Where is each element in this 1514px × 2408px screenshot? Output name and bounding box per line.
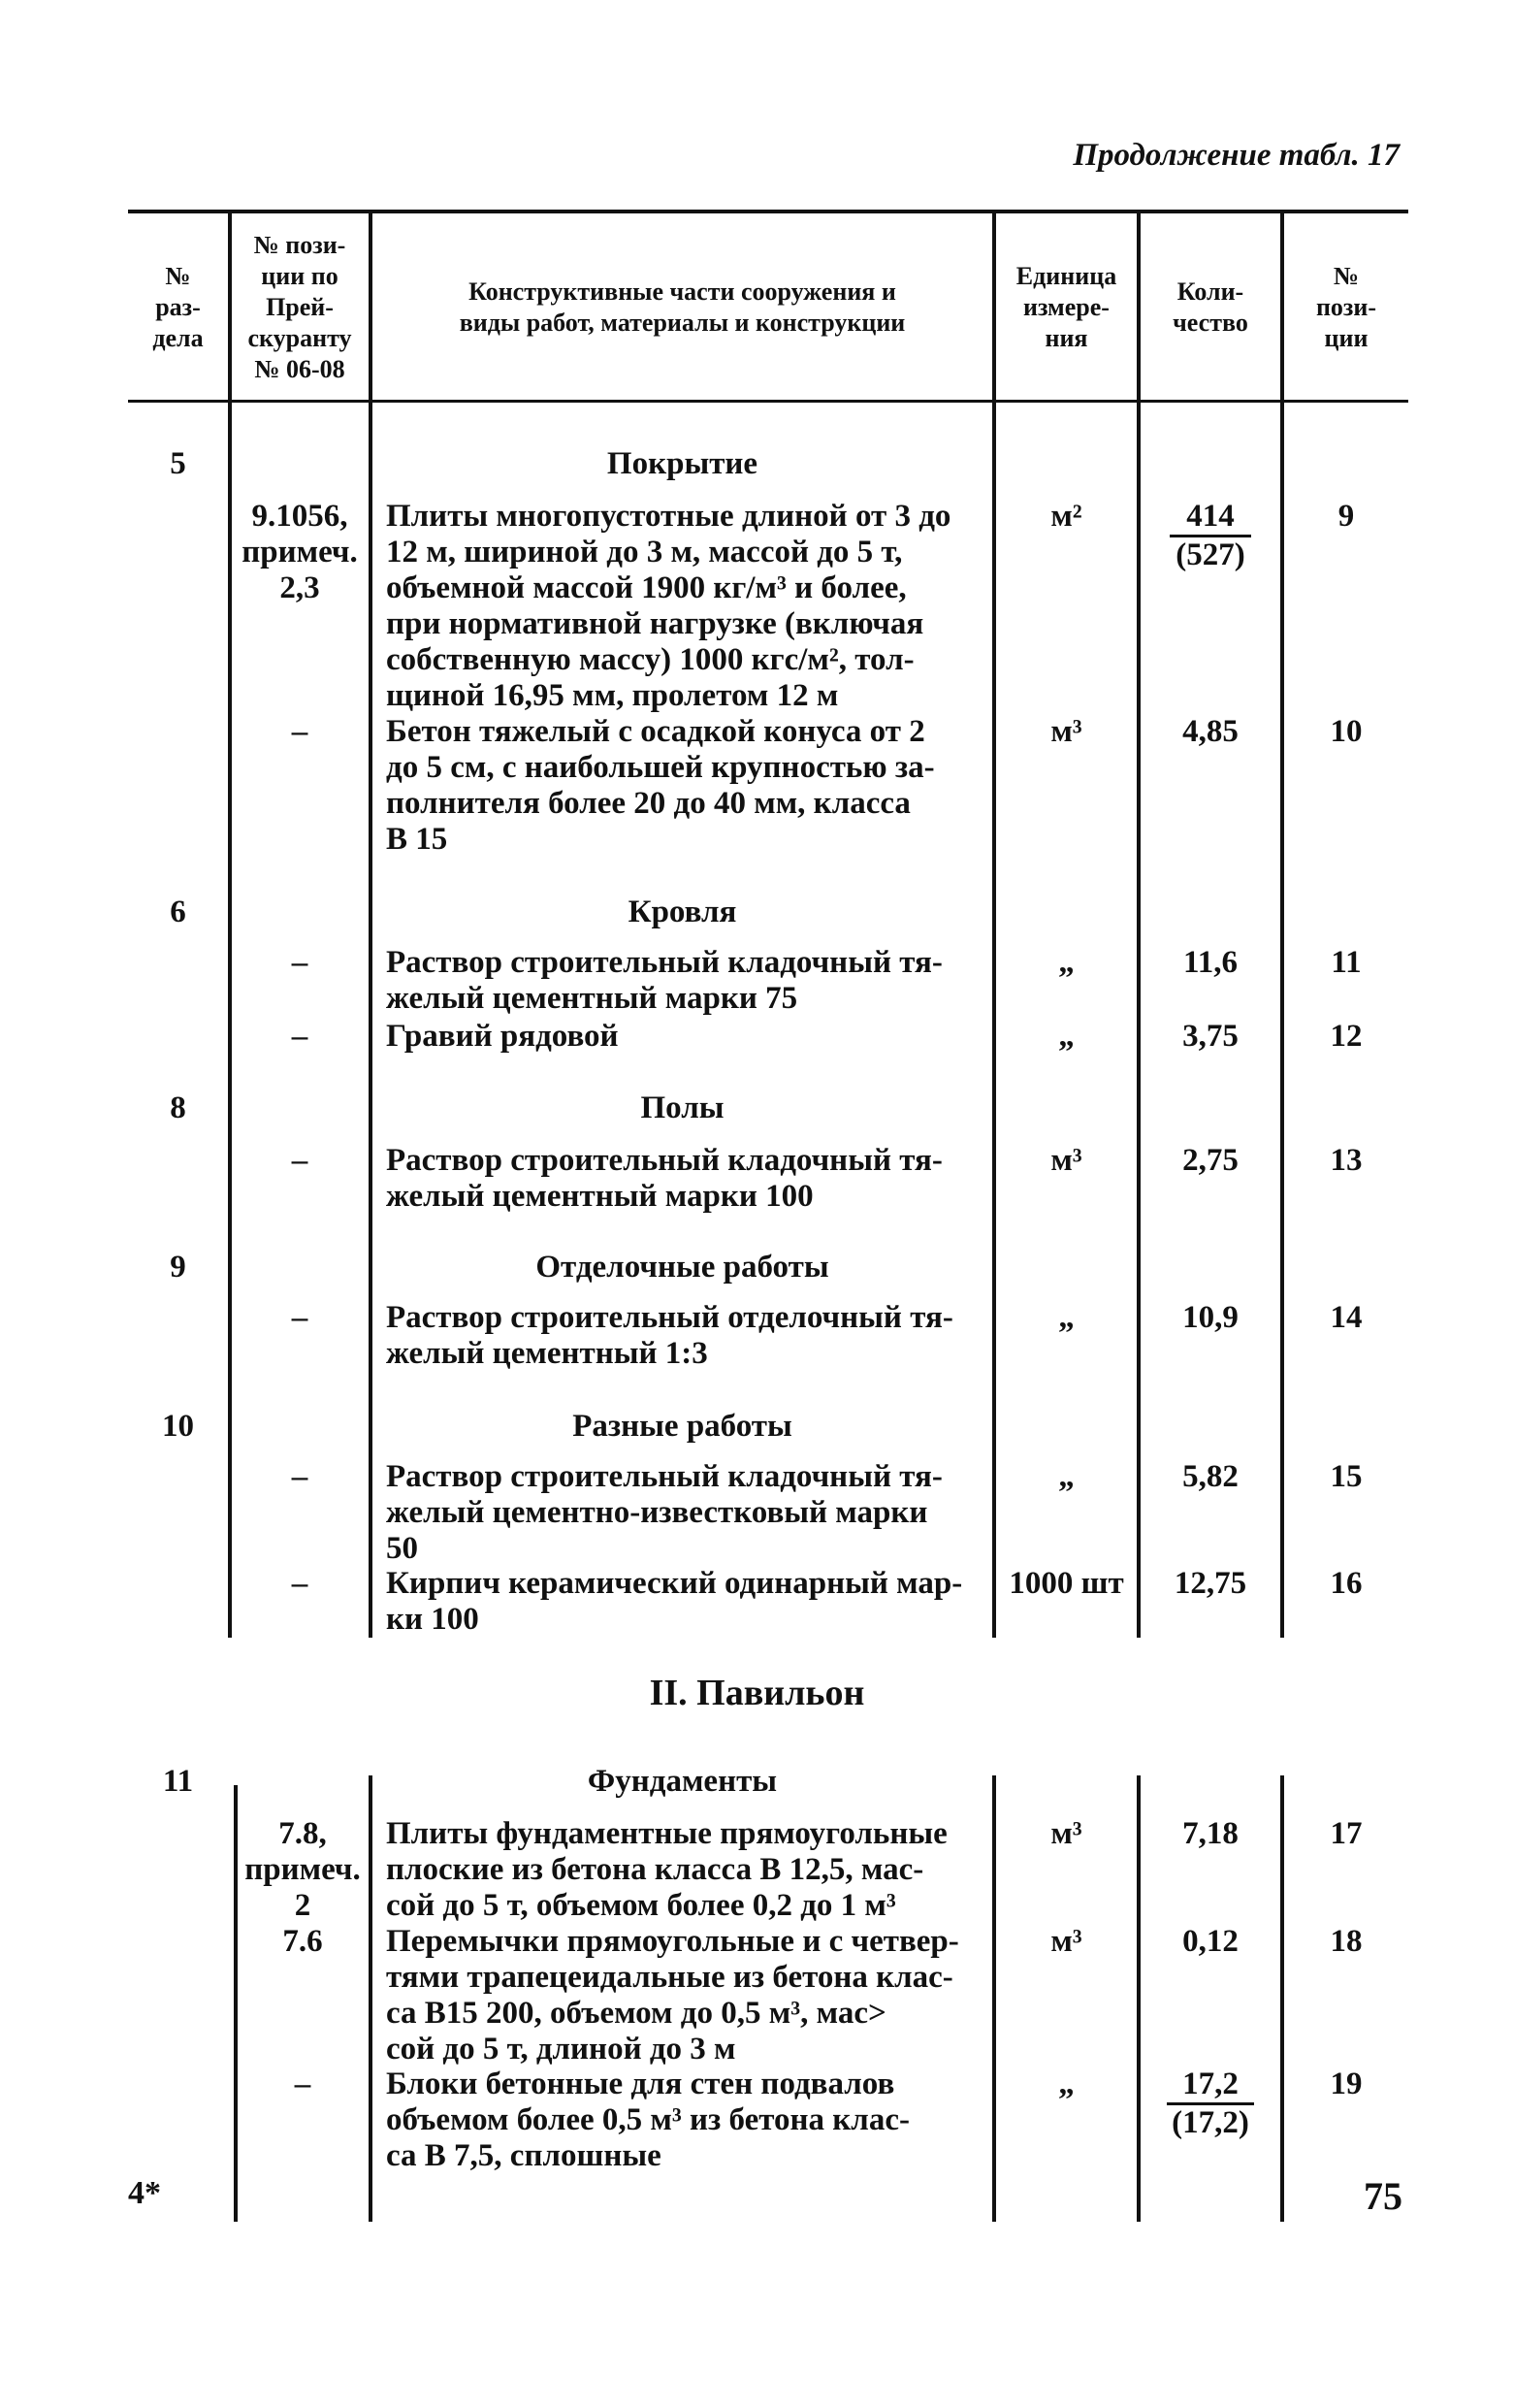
quantity-cell: 4,85	[1182, 714, 1239, 749]
quantity-cell: 0,12	[1182, 1924, 1239, 1959]
header-bottom-rule	[128, 400, 1408, 403]
section-title: Фундаменты	[587, 1764, 778, 1799]
quantity-cell: 11,6	[1183, 945, 1238, 980]
section-title: Отделочные работы	[535, 1250, 829, 1285]
section-title: Разные работы	[572, 1409, 792, 1444]
row-description: Кирпич керамический одинарный мар- ки 100	[386, 1566, 963, 1637]
position-number: 9	[1337, 499, 1355, 534]
section-number: 9	[170, 1250, 186, 1285]
col-divider-2b	[369, 1775, 372, 2222]
row-description: Раствор строительный кладочный тя- желый цементно-известковый марки 50	[386, 1459, 943, 1566]
part-title: II. Павильон	[649, 1673, 865, 1713]
header-position-no: № пози- ции	[1315, 262, 1377, 352]
position-number: 13	[1330, 1143, 1363, 1178]
price-position: 9.1056, примеч. 2,3	[242, 499, 358, 605]
price-position: –	[291, 714, 308, 749]
header-quantity: Коли- чество	[1173, 277, 1248, 337]
unit-cell: м³	[1050, 1816, 1082, 1851]
header-section-no: № раз- дела	[152, 262, 204, 352]
row-description: Блоки бетонные для стен подвалов объемом более 0,5 м³ из бетона клас- са В 7,5, сплошные	[386, 2066, 910, 2173]
section-number: 11	[162, 1764, 194, 1799]
section-title: Покрытие	[606, 446, 758, 481]
section-number: 10	[162, 1409, 194, 1444]
price-position: 7.6	[282, 1924, 323, 1959]
price-position: –	[291, 1566, 308, 1601]
row-description: Раствор строительный кладочный тя- желый цементный марки 75	[386, 945, 943, 1016]
quantity-cell: 12,75	[1174, 1566, 1247, 1601]
page-number: 75	[1364, 2174, 1402, 2218]
row-description: Плиты фундаментные прямоугольные плоские из бетона класса В 12,5, мас- сой до 5 т, объемом более 0,2 до 1 м³	[386, 1816, 948, 1923]
position-number: 19	[1330, 2066, 1363, 2101]
price-position: –	[294, 2066, 311, 2101]
quantity-cell: 2,75	[1182, 1143, 1239, 1178]
header-description: Конструктивные части сооружения и виды работ, материалы и конструкции	[459, 277, 906, 337]
row-description: Гравий рядовой	[386, 1019, 619, 1054]
header-unit: Единица измере- ния	[1015, 262, 1117, 352]
unit-cell: „	[1058, 1459, 1075, 1494]
unit-cell: „	[1058, 2066, 1075, 2101]
position-number: 14	[1330, 1300, 1363, 1335]
section-number: 6	[170, 895, 186, 929]
unit-cell: м³	[1050, 714, 1082, 749]
running-head: Продолжение табл. 17	[1073, 138, 1400, 173]
price-position: –	[291, 945, 308, 980]
section-title: Полы	[640, 1090, 725, 1125]
unit-cell: м³	[1050, 1924, 1082, 1959]
position-number: 12	[1330, 1019, 1363, 1054]
row-description: Бетон тяжелый с осадкой конуса от 2 до 5 см, с наибольшей крупностью за- полнителя более 20 до 40 мм, класса В 15	[386, 714, 935, 857]
position-number: 16	[1330, 1566, 1363, 1601]
price-position: –	[291, 1459, 308, 1494]
quantity-cell: 7,18	[1182, 1816, 1239, 1851]
col-divider-5	[1280, 212, 1284, 1638]
position-number: 10	[1330, 714, 1363, 749]
price-position: –	[291, 1019, 308, 1054]
row-description: Плиты многопустотные длиной от 3 до 12 м, шириной до 3 м, массой до 5 т, объемной массой 1900 кг/м³ и более, при нормативной нагрузке (включая собственную массу) 1000 кгс/м², тол- щиной 16,95 мм, пролетом 12 м	[386, 499, 951, 713]
section-number: 8	[170, 1090, 186, 1125]
table-top-rule	[128, 210, 1408, 213]
price-position: –	[291, 1300, 308, 1335]
unit-cell: м³	[1050, 1143, 1082, 1178]
section-number: 5	[170, 446, 186, 481]
position-number: 15	[1330, 1459, 1363, 1494]
col-divider-1	[228, 212, 232, 1638]
price-position: –	[291, 1143, 308, 1178]
position-number: 18	[1330, 1924, 1363, 1959]
header-price-position: № пози- ции по Прей- скуранту № 06-08	[247, 231, 352, 383]
quantity-cell: 3,75	[1182, 1019, 1239, 1054]
quantity-fraction: $\frac{17,2}{(17,2)}$	[1167, 2066, 1254, 2141]
unit-cell: „	[1058, 1300, 1075, 1335]
row-description: Раствор строительный кладочный тя- желый цементный марки 100	[386, 1143, 943, 1214]
section-title: Кровля	[628, 895, 737, 929]
row-description: Раствор строительный отделочный тя- желый цементный 1:3	[386, 1300, 953, 1371]
position-number: 17	[1330, 1816, 1363, 1851]
unit-cell: 1000 шт	[1009, 1566, 1124, 1601]
unit-cell: „	[1058, 945, 1075, 980]
row-description: Перемычки прямоугольные и с четвер- тями трапецеидальные из бетона клас- са В15 200, объемом до 0,5 м³, мас> сой до 5 т, длиной до 3 м	[386, 1924, 959, 2066]
unit-cell: „	[1058, 1019, 1075, 1054]
price-position: 7.8, примеч. 2	[244, 1816, 361, 1923]
position-number: 11	[1331, 945, 1362, 980]
col-divider-3	[992, 212, 996, 1638]
quantity-cell: 10,9	[1182, 1300, 1239, 1335]
unit-cell: м²	[1050, 499, 1082, 534]
quantity-cell: 5,82	[1182, 1459, 1239, 1494]
col-divider-4	[1137, 212, 1141, 1638]
quantity-fraction: $\frac{414}{(527)}$	[1170, 499, 1251, 573]
signature-mark: 4*	[128, 2175, 161, 2211]
